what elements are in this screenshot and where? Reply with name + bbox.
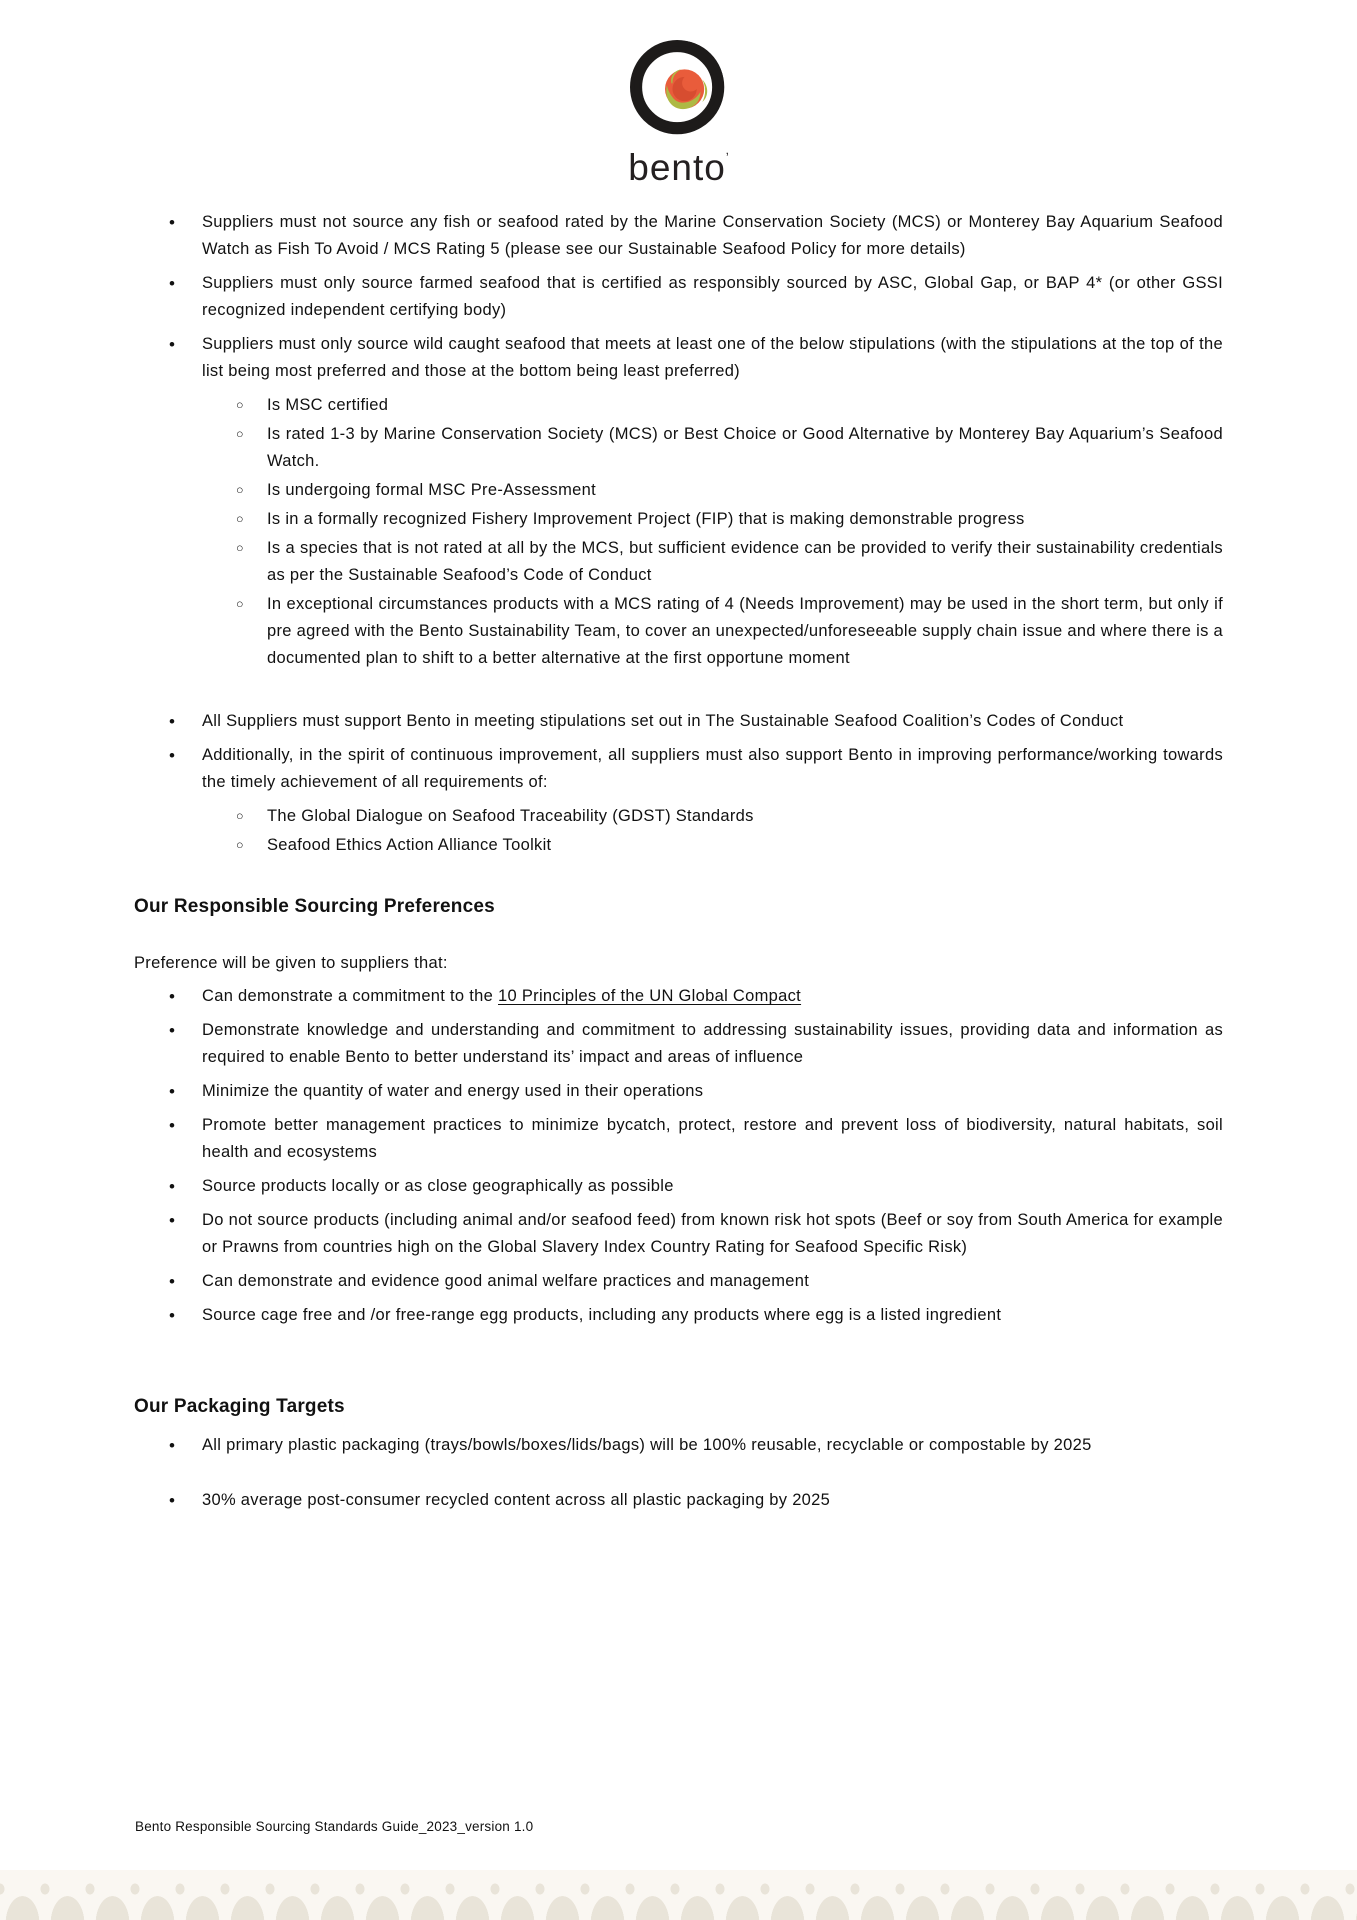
bullet-item	[134, 1173, 1223, 1200]
un-global-compact-link[interactable]: 10 Principles of the UN Global Compact	[498, 987, 802, 1005]
bullet-item	[134, 983, 1223, 1010]
bullet-item	[134, 1017, 1223, 1071]
sub-bullet-item	[134, 392, 1223, 419]
bullet-item	[134, 1432, 1223, 1459]
bullet-icon: •	[169, 1211, 176, 1230]
logo-wordmark	[628, 139, 728, 187]
bullet-icon: •	[169, 1177, 176, 1196]
bullet-item	[134, 270, 1223, 324]
sub-bullet-item	[134, 477, 1223, 504]
sub-bullet-text: Seafood Ethics Action Alliance Toolkit	[267, 836, 552, 854]
circle-bullet-icon: ○	[236, 483, 244, 497]
bullet-text: Additionally, in the spirit of continuous improvement, all suppliers must also support Bento in improving performance/working towards the timely achievement of all requirements of:	[202, 746, 1223, 791]
bullet-item	[134, 708, 1223, 735]
sub-bullet-text: In exceptional circumstances products with a MCS rating of 4 (Needs Improvement) may be used in the short term, but only if pre agreed with the Bento Sustainability Team, to cover an unexpected/unforeseeable supply chain issue and where there is a documented plan to shift to a better alternative at the first opportune moment	[267, 595, 1223, 667]
bullet-item	[134, 1078, 1223, 1105]
preferences-intro-text: Preference will be given to suppliers that:	[134, 954, 448, 972]
sub-bullet-text: Is MSC certified	[267, 396, 389, 414]
sub-bullet-text: Is in a formally recognized Fishery Improvement Project (FIP) that is making demonstrable progress	[267, 510, 1025, 528]
bullet-icon: •	[169, 1116, 176, 1135]
circle-bullet-icon: ○	[236, 809, 244, 823]
sub-bullet-text: Is a species that is not rated at all by the MCS, but sufficient evidence can be provided to verify their sustainability credentials as per the Sustainable Seafood’s Code of Conduct	[267, 539, 1223, 584]
bullet-text: Suppliers must only source wild caught seafood that meets at least one of the below stipulations (with the stipulations at the top of the list being most preferred and those at the bottom being least preferred)	[202, 335, 1223, 380]
section-heading-packaging-targets: Our Packaging Targets	[134, 1396, 345, 1417]
bullet-icon: •	[169, 274, 176, 293]
sub-bullet-item	[134, 506, 1223, 533]
circle-bullet-icon: ○	[236, 597, 244, 611]
bullet-text: All Suppliers must support Bento in meeting stipulations set out in The Sustainable Seafood Coalition’s Codes of Conduct	[202, 712, 1124, 730]
bullet-icon: •	[169, 712, 176, 731]
sub-bullet-item	[134, 535, 1223, 589]
sub-bullet-item	[134, 421, 1223, 475]
sub-bullet-item	[134, 803, 1223, 830]
logo-trademark-tick: ʼ	[725, 150, 729, 165]
logo	[0, 0, 1357, 187]
bullet-icon: •	[169, 1021, 176, 1040]
bullet-item	[134, 209, 1223, 263]
sub-bullet-text: Is rated 1-3 by Marine Conservation Society (MCS) or Best Choice or Good Alternative by Monterey Bay Aquarium’s Seafood Watch.	[267, 425, 1223, 470]
bullet-icon: •	[169, 987, 176, 1006]
document-footer: Bento Responsible Sourcing Standards Guide_2023_version 1.0	[135, 1819, 534, 1834]
sub-bullet-text: Is undergoing formal MSC Pre-Assessment	[267, 481, 596, 499]
bullet-icon: •	[169, 213, 176, 232]
bullet-item	[134, 1268, 1223, 1295]
bullet-icon: •	[169, 746, 176, 765]
bullet-icon: •	[169, 335, 176, 354]
bullet-icon: •	[169, 1082, 176, 1101]
bullet-item	[134, 1207, 1223, 1261]
bullet-item	[134, 1487, 1223, 1514]
bullet-item	[134, 331, 1223, 385]
circle-bullet-icon: ○	[236, 427, 244, 441]
bullet-icon: •	[169, 1491, 176, 1510]
bullet-icon: •	[169, 1272, 176, 1291]
bullet-text: All primary plastic packaging (trays/bowls/boxes/lids/bags) will be 100% reusable, recyclable or compostable by 2025	[202, 1436, 1092, 1454]
section-heading-responsible-sourcing-preferences: Our Responsible Sourcing Preferences	[134, 896, 495, 917]
bullet-icon: •	[169, 1306, 176, 1325]
sub-bullet-item	[134, 591, 1223, 672]
bullet-text: Promote better management practices to minimize bycatch, protect, restore and prevent loss of biodiversity, natural habitats, soil health and ecosystems	[202, 1116, 1223, 1161]
bullet-text	[202, 983, 1223, 1010]
scallop-border-decoration	[0, 1870, 1357, 1920]
bullet-text: Do not source products (including animal and/or seafood feed) from known risk hot spots (Beef or soy from South America for example or Prawns from countries high on the Global Slavery Index Country Rating for Seafood Specific Risk)	[202, 1211, 1223, 1256]
bullet-text: Source cage free and /or free-range egg products, including any products where egg is a listed ingredient	[202, 1306, 1002, 1324]
bullet-text: Can demonstrate and evidence good animal welfare practices and management	[202, 1272, 810, 1290]
sub-bullet-item	[134, 832, 1223, 859]
circle-bullet-icon: ○	[236, 838, 244, 852]
bullet-text: Demonstrate knowledge and understanding and commitment to addressing sustainability issues, providing data and information as required to enable Bento to better understand its’ impact and areas of influence	[202, 1021, 1223, 1066]
bullet-text: Source products locally or as close geographically as possible	[202, 1177, 674, 1195]
bullet-text: 30% average post-consumer recycled content across all plastic packaging by 2025	[202, 1491, 831, 1509]
sub-bullet-text: The Global Dialogue on Seafood Traceability (GDST) Standards	[267, 807, 754, 825]
bullet-text: Minimize the quantity of water and energy used in their operations	[202, 1082, 704, 1100]
document-body	[0, 209, 1357, 1514]
bullet-item	[134, 1112, 1223, 1166]
bullet-item	[134, 742, 1223, 796]
circle-bullet-icon: ○	[236, 398, 244, 412]
bullet-text: Suppliers must only source farmed seafood that is certified as responsibly sourced by ASC, Global Gap, or BAP 4* (or other GSSI recognized independent certifying body)	[202, 274, 1223, 319]
bullet-item	[134, 1302, 1223, 1329]
logo-brand-text: bento	[628, 147, 726, 188]
bullet-text: Suppliers must not source any fish or seafood rated by the Marine Conservation Society (MCS) or Monterey Bay Aquarium Seafood Watch as Fish To Avoid / MCS Rating 5 (please see our Sustainable Seafood Policy for more details)	[202, 213, 1223, 258]
bento-logo-icon	[623, 33, 735, 145]
circle-bullet-icon: ○	[236, 512, 244, 526]
bullet-icon: •	[169, 1436, 176, 1455]
circle-bullet-icon: ○	[236, 541, 244, 555]
bullet-text-prefix: Can demonstrate a commitment to the	[202, 987, 499, 1005]
